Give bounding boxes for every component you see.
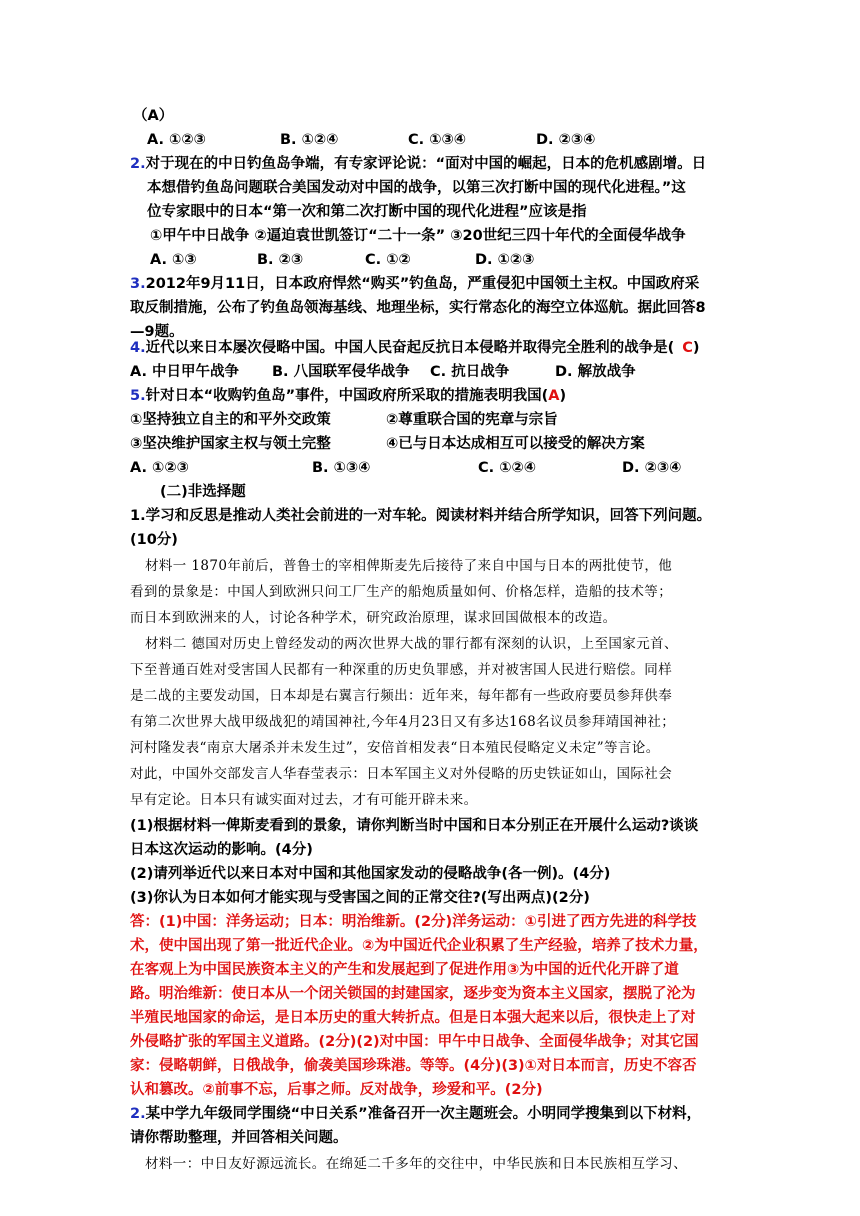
material-2-line-1: 材料二 德国对历史上曾经发动的两次世界大战的罪行都有深刻的认识，上至国家元首、 [145, 636, 678, 652]
sub-question-1-line-2: 日本这次运动的影响。(4分) [130, 842, 313, 858]
material-1-line-3: 而日本到欧洲来的人，讨论各种学术，研究政治原理，谋求回国做根本的改造。 [130, 610, 617, 626]
options-row-2 [150, 251, 534, 269]
item-2: ②尊重联合国的宪章与宗旨 [386, 412, 558, 428]
big-question-1-line-1: 1.学习和反思是推动人类社会前进的一对车轮。阅读材料并结合所学知识，回答下列问题。 [130, 508, 712, 524]
answer-line-3: 在客观上为中国民族资本主义的产生和发展起到了促进作用③为中国的近代化开辟了道 [130, 962, 679, 978]
option-b: B. ①②④ [280, 132, 339, 148]
question-4: 4.近代以来日本屡次侵略中国。中国人民奋起反抗日本侵略并取得完全胜利的战争是( C) [130, 340, 700, 356]
material-1-line-1: 材料一 1870年前后，普鲁士的宰相俾斯麦先后接待了来自中国与日本的两批使节，他 [145, 558, 673, 574]
line-option-a-label: （A） [133, 108, 174, 124]
options-row-4 [130, 363, 636, 381]
item-4: ④已与日本达成相互可以接受的解决方案 [386, 436, 645, 452]
material-2-line-3: 是二战的主要发动国，日本却是右翼言行频出：近年来，每年都有一些政府要员参拜供奉 [130, 688, 673, 704]
section-heading: (二)非选择题 [160, 484, 246, 500]
question-5-items-2 [130, 435, 645, 453]
question-2-line-3: 位专家眼中的日本“第一次和第二次打断中国的现代化进程”应该是指 [147, 204, 587, 220]
option-c: C. 抗日战争 [430, 364, 510, 380]
question-number: 5. [130, 388, 146, 404]
option-d: D. ②③④ [622, 460, 682, 476]
options-row-1 [147, 131, 595, 149]
item-3: ③坚决维护国家主权与领土完整 [130, 436, 331, 452]
question-5-items-1 [130, 411, 558, 429]
sub-question-2: (2)请列举近代以来日本对中国和其他国家发动的侵略战争(各一例)。(4分) [130, 866, 611, 882]
material-2-line-7: 早有定论。日本只有诚实面对过去，才有可能开辟未来。 [130, 792, 478, 808]
option-d: D. ①②③ [475, 252, 535, 268]
answer-mark: C [682, 340, 693, 356]
question-3-line-2: 取反制措施，公布了钓鱼岛领海基线、地理坐标，实行常态化的海空立体巡航。据此回答8 [130, 300, 706, 316]
item-1: ①坚持独立自主的和平外交政策 [130, 412, 331, 428]
question-2-line-1: 2.对于现在的中日钓鱼岛争端，有专家评论说：“面对中国的崛起，日本的危机感剧增。日 [130, 156, 707, 172]
answer-line-4: 路。明治维新：使日本从一个闭关锁国的封建国家，逐步变为资本主义国家，摆脱了沦为 [130, 986, 696, 1002]
question-number: 3. [130, 276, 146, 292]
option-c: C. ①② [365, 252, 411, 268]
question-5: 5.针对日本“收购钓鱼岛”事件，中国政府所采取的措施表明我国(A) [130, 388, 567, 404]
answer-line-5: 半殖民地国家的命运，是日本历史的重大转折点。但是日本强大起来以后，很快走上了对 [130, 1010, 696, 1026]
option-d: D. ②③④ [536, 132, 596, 148]
material-2-line-2: 下至普通百姓对受害国人民都有一种深重的历史负罪感，并对被害国人民进行赔偿。同样 [130, 662, 673, 678]
material-1-line-2: 看到的景象是：中国人到欧洲只问工厂生产的船炮质量如何、价格怎样，造船的技术等； [130, 584, 673, 600]
question-3-line-1: 3.2012年9月11日，日本政府悍然“购买”钓鱼岛，严重侵犯中国领土主权。中国政府采 [130, 276, 700, 292]
option-c: C. ①③④ [408, 132, 467, 148]
sub-question-3: (3)你认为日本如何才能实现与受害国之间的正常交往?(写出两点)(2分) [130, 890, 590, 906]
material-2-line-5: 河村隆发表“南京大屠杀并未发生过”，安倍首相发表“日本殖民侵略定义未定”等言论。 [130, 740, 660, 756]
answer-line-8: 认和篡改。②前事不忘，后事之师。反对战争，珍爱和平。(2分) [130, 1082, 543, 1098]
question-3-line-3: —9题。 [130, 324, 184, 340]
question-number: 2. [130, 1106, 146, 1122]
question-number: 2. [130, 156, 146, 172]
question-2-items: ①甲午中日战争 ②逼迫袁世凯签订“二十一条” ③20世纪三四十年代的全面侵华战争 [150, 228, 686, 244]
big-question-2-line-2: 请你帮助整理，并回答相关问题。 [130, 1130, 348, 1146]
sub-question-1-line-1: (1)根据材料一俾斯麦看到的景象，请你判断当时中国和日本分别正在开展什么运动?谈谈 [130, 818, 699, 834]
options-row-5 [130, 459, 681, 477]
option-a: A. ①②③ [147, 132, 206, 148]
answer-line-2: 术，使中国出现了第一批近代企业。②为中国近代企业积累了生产经验，培养了技术力量， [130, 938, 708, 954]
option-d: D. 解放战争 [555, 364, 636, 380]
question-number: 4. [130, 340, 146, 356]
option-a: A. ①②③ [130, 460, 189, 476]
option-a: A. ①③ [150, 252, 197, 268]
answer-line-1: 答：(1)中国：洋务运动；日本：明治维新。(2分)洋务运动：①引进了西方先进的科学技 [130, 914, 697, 930]
material-3-line-1: 材料一：中日友好源远流长。在绵延二千多年的交往中，中华民族和日本民族相互学习、 [145, 1156, 688, 1172]
question-2-line-2: 本想借钓鱼岛问题联合美国发动对中国的战争，以第三次打断中国的现代化进程。”这 [147, 180, 686, 196]
answer-line-6: 外侵略扩张的军国主义道路。(2分)(2)对中国：甲午中日战争、全面侵华战争；对其它国 [130, 1034, 699, 1050]
material-2-line-4: 有第二次世界大战甲级战犯的靖国神社,今年4月23日又有多达168名议员参拜靖国神社； [130, 714, 676, 730]
answer-mark: A [548, 388, 560, 404]
option-b: B. ①③④ [312, 460, 371, 476]
big-question-2-line-1: 2.某中学九年级同学围绕“中日关系”准备召开一次主题班会。小明同学搜集到以下材料， [130, 1106, 702, 1122]
option-b: B. 八国联军侵华战争 [272, 364, 410, 380]
material-2-line-6: 对此，中国外交部发言人华春莹表示：日本军国主义对外侵略的历史铁证如山，国际社会 [130, 766, 673, 782]
option-b: B. ②③ [257, 252, 304, 268]
big-question-1-line-2: (10分) [130, 532, 178, 548]
option-a: A. 中日甲午战争 [130, 364, 240, 380]
option-c: C. ①②④ [478, 460, 537, 476]
answer-line-7: 家：侵略朝鲜，日俄战争，偷袭美国珍珠港。等等。(4分)(3)①对日本而言，历史不容否 [130, 1058, 697, 1074]
